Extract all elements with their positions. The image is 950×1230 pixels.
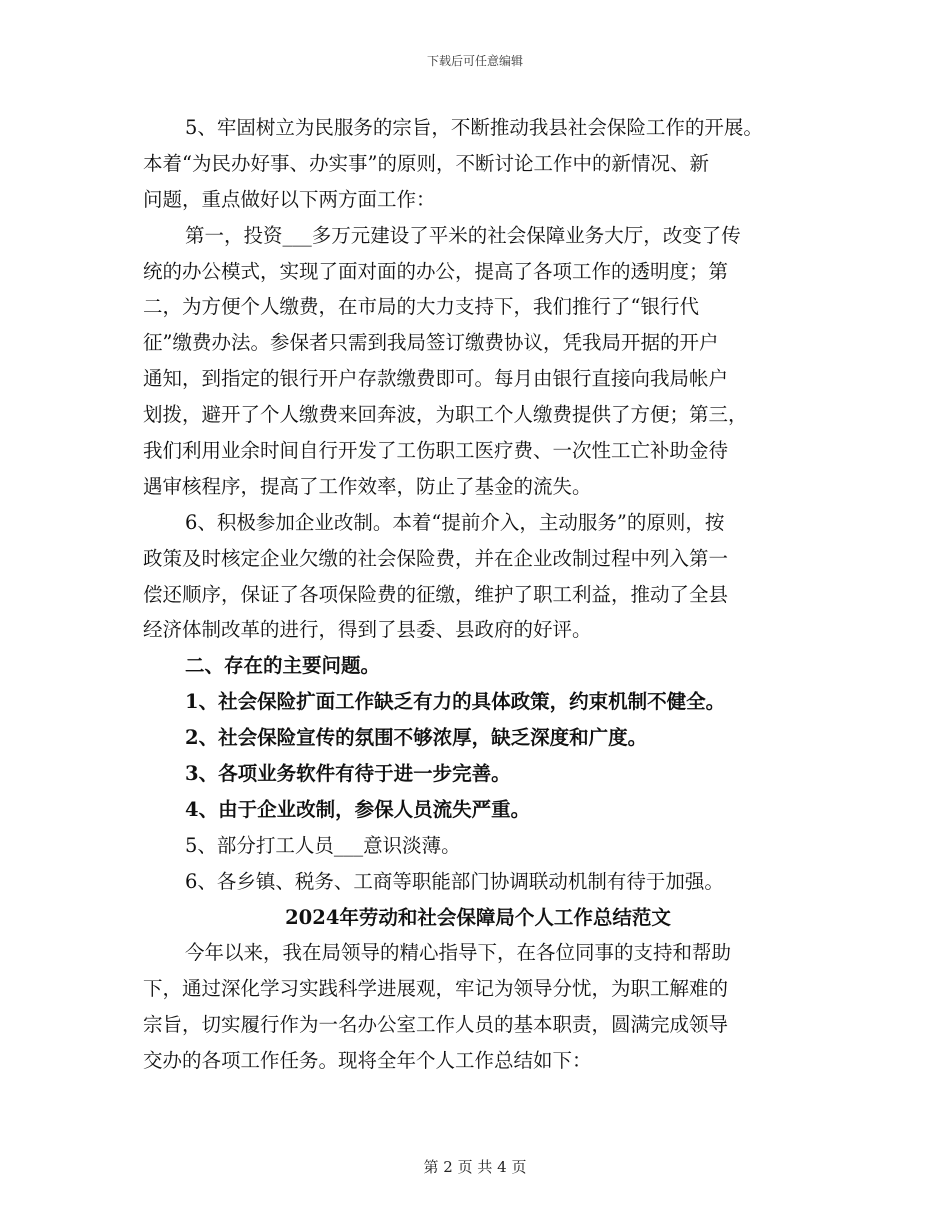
paragraph-line: 通知，到指定的银行开户存款缴费即可。每月由银行直接向我局帐户 (143, 367, 729, 391)
paragraph-line: 统的办公模式，实现了面对面的办公，提高了各项工作的透明度；第 (143, 259, 729, 283)
page-header-note: 下载后可任意编辑 (426, 54, 523, 68)
problem-item: 4、由于企业改制，参保人员流失严重。 (185, 797, 531, 821)
paragraph-line: 今年以来，我在局领导的精心指导下，在各位同事的支持和帮助 (185, 941, 732, 965)
paragraph-line: 我们利用业余时间自行开发了工伤职工医疗费、一次性工亡补助金待 (143, 439, 729, 463)
paragraph-line: 遇审核程序，提高了工作效率，防止了基金的流失。 (143, 474, 592, 498)
paragraph-line: 交办的各项工作任务。现将全年个人工作总结如下： (143, 1049, 592, 1073)
problem-item: 5、部分打工人员___意识淡薄。 (185, 833, 461, 857)
problem-item: 3、各项业务软件有待于进一步完善。 (185, 762, 511, 786)
problem-item: 1、社会保险扩面工作缺乏有力的具体政策，约束机制不健全。 (185, 690, 726, 714)
paragraph-line: 5、牢固树立为民服务的宗旨，不断推动我县社会保险工作的开展。 (185, 116, 763, 139)
problem-item: 2、社会保险宣传的氛围不够浓厚，缺乏深度和广度。 (185, 726, 648, 750)
paragraph-line: 6、积极参加企业改制。本着“提前介入，主动服务”的原则，按 (185, 510, 725, 534)
paragraph-line: 本着“为民办好事、办实事”的原则，不断讨论工作中的新情况、新 (143, 151, 709, 175)
document-title: 2024年劳动和社会保障局个人工作总结范文 (285, 905, 671, 929)
paragraph-line: 问题，重点做好以下两方面工作： (143, 187, 436, 211)
paragraph-line: 经济体制改革的进行，得到了县委、县政府的好评。 (143, 618, 592, 642)
section-heading: 二、存在的主要问题。 (185, 654, 381, 678)
paragraph-line: 下，通过深化学习实践科学进展观，牢记为领导分忧，为职工解难的 (143, 977, 729, 1001)
page-number: 第 2 页 共 4 页 (423, 1158, 527, 1176)
paragraph-line: 偿还顺序，保证了各项保险费的征缴，维护了职工利益，推动了全县 (143, 582, 729, 606)
paragraph-line: 政策及时核定企业欠缴的社会保险费，并在企业改制过程中列入第一 (143, 546, 729, 570)
paragraph-line: 划拨，避开了个人缴费来回奔波，为职工个人缴费提供了方便；第三， (143, 403, 748, 427)
document-body (143, 110, 813, 1079)
paragraph-line: 征”缴费办法。参保者只需到我局签订缴费协议，凭我局开据的开户 (143, 331, 719, 355)
paragraph-line: 宗旨，切实履行作为一名办公室工作人员的基本职责，圆满完成领导 (143, 1013, 729, 1037)
paragraph-line: 二，为方便个人缴费，在市局的大力支持下，我们推行了“银行代 (143, 295, 699, 319)
problem-item: 6、各乡镇、税务、工商等职能部门协调联动机制有待于加强。 (185, 869, 724, 893)
paragraph-line: 第一，投资___多万元建设了平米的社会保障业务大厅，改变了传 (185, 223, 741, 247)
